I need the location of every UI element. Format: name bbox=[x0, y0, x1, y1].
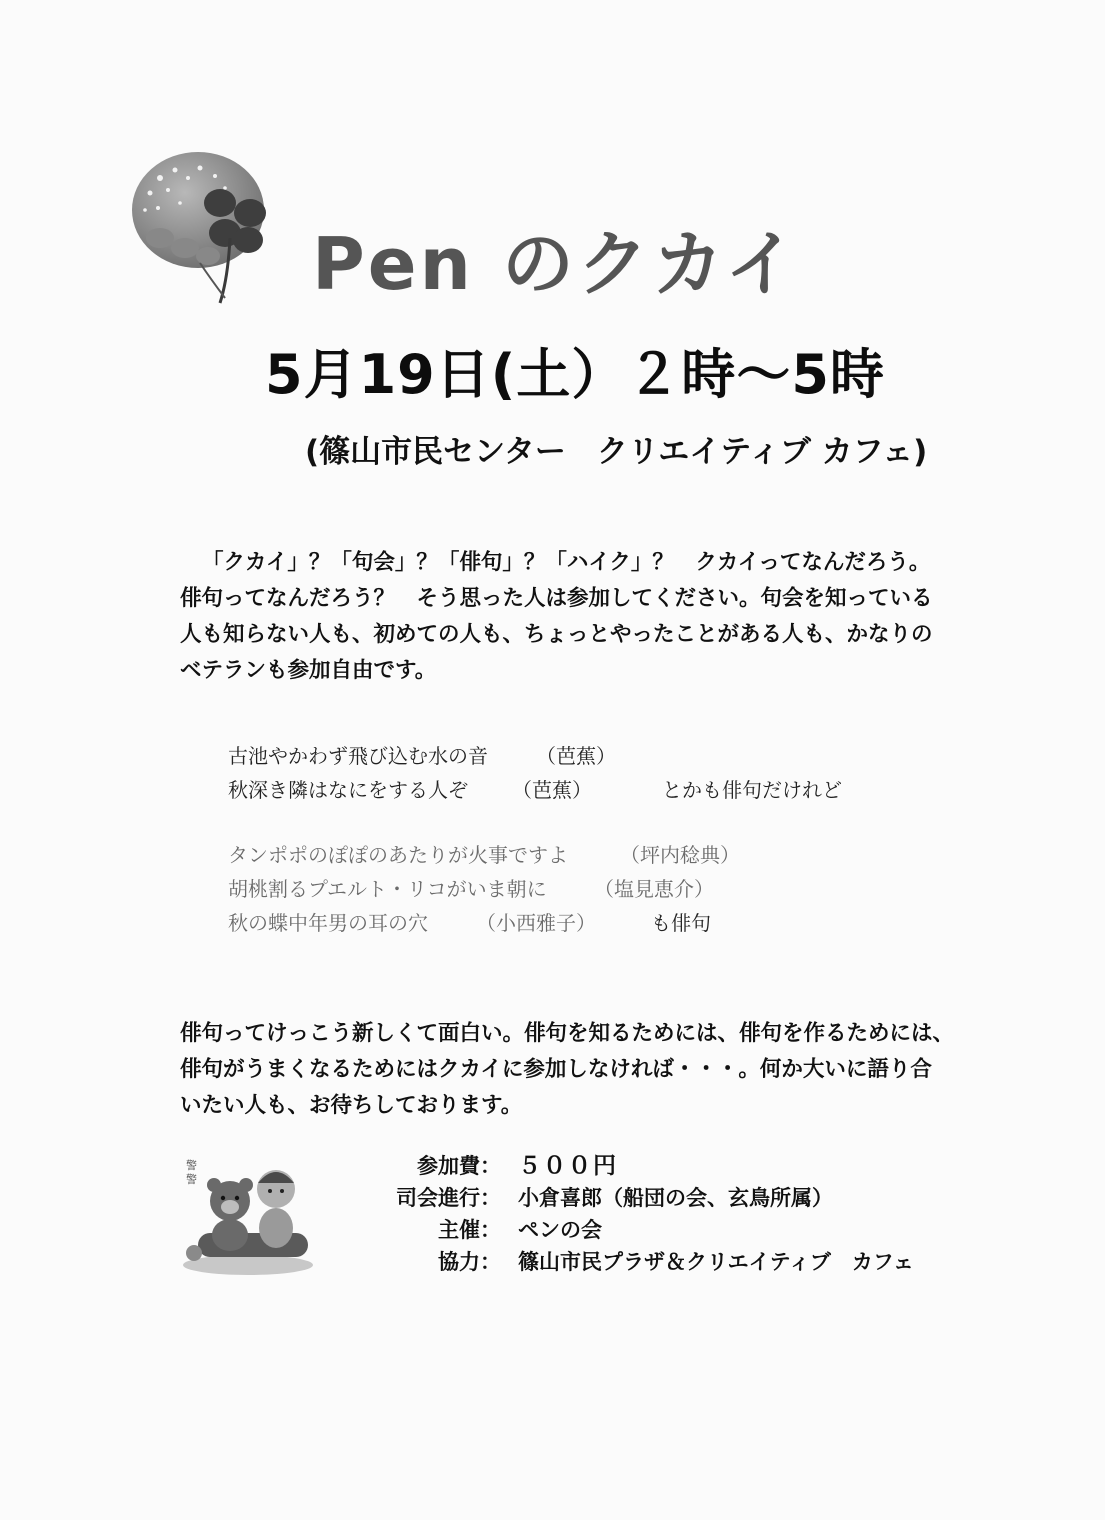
haiku-item bbox=[228, 773, 842, 807]
haiku-text: 秋深き隣はなにをする人ぞ bbox=[228, 778, 468, 802]
event-venue: (篠山市民センター クリエイティブ カフェ) bbox=[305, 434, 928, 470]
haiku-author: （小西雅子） bbox=[476, 911, 596, 935]
intro-paragraph bbox=[180, 545, 933, 689]
haiku-author: （坪内稔典） bbox=[620, 843, 740, 867]
haiku-trailing-note: とかも俳句だけれど bbox=[662, 778, 842, 802]
organizer-value: ペンの会 bbox=[518, 1218, 602, 1242]
intro-line: 人も知らない人も、初めての人も、ちょっとやったことがある人も、かなりの bbox=[180, 622, 933, 647]
fee-colon: ： bbox=[480, 1154, 501, 1178]
fee-value: ５００円 bbox=[518, 1153, 618, 1179]
support-colon: ： bbox=[480, 1250, 501, 1274]
haiku-text: 胡桃割るプエルト・リコがいま朝に bbox=[228, 877, 547, 901]
host-value: 小倉喜郎（船団の会、玄鳥所属） bbox=[518, 1186, 833, 1210]
organizer-colon: ： bbox=[480, 1218, 501, 1242]
haiku-author: （芭蕉） bbox=[536, 744, 616, 768]
haiku-item bbox=[228, 739, 842, 773]
bear-and-child-illustration bbox=[178, 1153, 318, 1278]
host-colon: ： bbox=[480, 1186, 501, 1210]
svg-text:警: 警 bbox=[186, 1173, 197, 1186]
intro-line: ベテランも参加自由です。 bbox=[180, 658, 437, 683]
clover-balloon-illustration bbox=[130, 148, 280, 313]
svg-text:警: 警 bbox=[186, 1159, 197, 1172]
haiku-author: （芭蕉） bbox=[512, 778, 592, 802]
outro-line: 俳句がうまくなるためにはクカイに参加しなければ・・・。何か大いに語り合 bbox=[180, 1057, 932, 1082]
haiku-item bbox=[228, 838, 740, 872]
support-value: 篠山市民プラザ＆クリエイティブ カフェ bbox=[518, 1250, 914, 1274]
host-label: 司会進行 bbox=[396, 1186, 480, 1210]
modern-haiku-list bbox=[228, 838, 740, 940]
haiku-text: 秋の蝶中年男の耳の穴 bbox=[228, 911, 428, 935]
organizer-label: 主催 bbox=[438, 1218, 480, 1242]
haiku-item bbox=[228, 906, 740, 940]
haiku-author: （塩見恵介） bbox=[594, 877, 714, 901]
event-title: Pen のクカイ bbox=[312, 222, 800, 306]
intro-line: 俳句ってなんだろう？ そう思った人は参加してください。句会を知っている bbox=[180, 586, 933, 611]
outro-line: 俳句ってけっこう新しくて面白い。俳句を知るためには、俳句を作るためには、 bbox=[180, 1021, 955, 1046]
haiku-text: タンポポのぽぽのあたりが火事ですよ bbox=[228, 843, 568, 867]
haiku-trailing-note: も俳句 bbox=[651, 911, 711, 935]
support-label: 協力 bbox=[438, 1250, 480, 1274]
intro-line: 「クカイ」？「句会」？「俳句」？「ハイク」？ クカイってなんだろう。 bbox=[202, 550, 931, 575]
fee-label: 参加費 bbox=[417, 1154, 480, 1178]
outro-paragraph bbox=[180, 1016, 954, 1124]
haiku-text: 古池やかわず飛び込む水の音 bbox=[228, 744, 488, 768]
outro-line: いたい人も、お待ちしております。 bbox=[180, 1093, 523, 1118]
classic-haiku-list bbox=[228, 739, 842, 807]
haiku-item bbox=[228, 872, 740, 906]
event-date-time: 5月19日(土）２時〜5時 bbox=[265, 343, 885, 406]
